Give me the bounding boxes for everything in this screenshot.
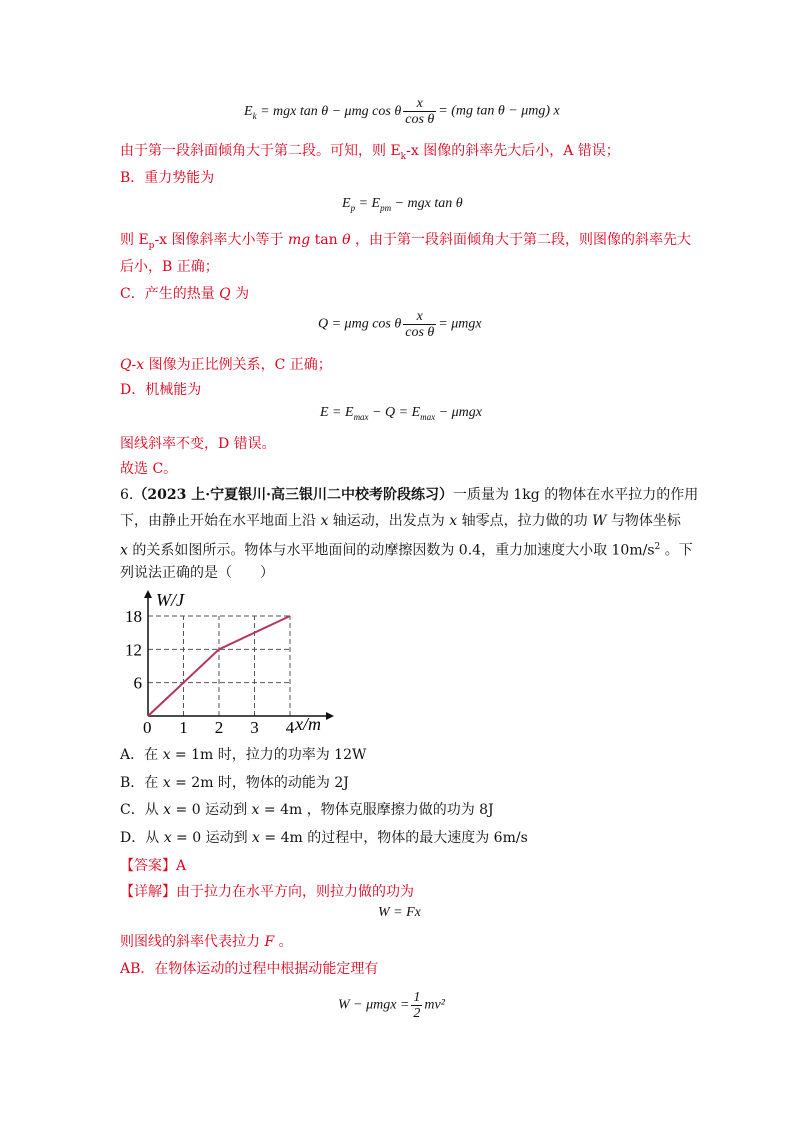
solution-line-d-title: D．机械能为 [120, 382, 202, 398]
solution-line-b-title: B．重力势能为 [120, 170, 215, 186]
x-tick-label-1: 1 [179, 718, 188, 737]
question-6-line-3: x 的关系如图所示。物体与水平地面间的动摩擦因数为 0.4，重力加速度大小取 $10m/s^2$ 。下 [120, 542, 693, 559]
y-axis-label: W/J [156, 590, 184, 610]
formula-ek-fraction [403, 96, 436, 127]
chart-grid [148, 616, 290, 716]
x-tick-label-4: 4 [285, 718, 295, 737]
formula-work-energy-theorem [338, 990, 445, 1021]
fraction-numerator: 1 [413, 990, 421, 1005]
formula-ke-fraction [411, 990, 422, 1021]
formula-kinetic-energy [244, 96, 560, 127]
question-6-line-1: 6.（2023 上·宁夏银川·高三银川二中校考阶段练习）一质量为 1kg 的物体在水平拉力的作用 [120, 487, 699, 503]
formula-q-fraction [403, 309, 436, 340]
answer-line: 【答案】A [120, 858, 187, 874]
option-a[interactable]: A．在 x = 1m 时，拉力的功率为 12W [120, 747, 367, 763]
solution-line-d: 图线斜率不变，D 错误。 [120, 436, 276, 452]
formula-potential-energy: $E_p = E_{pm}$ − mgx tan θ [342, 196, 463, 213]
fraction-numerator: x [403, 96, 436, 112]
solution-line-b-2: 后小，B 正确； [120, 259, 219, 275]
formula-work: W = Fx [378, 905, 421, 920]
formula-ek-tail: = (mg tan θ − μmg) x [438, 103, 560, 119]
solution-line-c: Q-x 图像为正比例关系，C 正确； [120, 357, 332, 373]
y-tick-label-1: 12 [125, 640, 142, 660]
y-axis-arrow [144, 590, 152, 598]
option-d[interactable]: D．从 x = 0 运动到 x = 4m 的过程中，物体的最大速度为 6m/s [120, 830, 528, 846]
formula-mechanical-energy: $E = E_{max} - Q = E_{max} - \mu mgx$ [320, 405, 482, 422]
question-6-line-2: 下，由静止开始在水平地面上沿 x 轴运动，出发点为 x 轴零点，拉力做的功 W 与物体坐标 [120, 513, 681, 529]
y-tick-label-0: 6 [133, 673, 142, 693]
fraction-denominator: cos θ [405, 112, 435, 127]
formula-ke-tail: mv² [424, 997, 445, 1013]
detail-line: 【详解】由于拉力在水平方向，则拉力做的功为 [120, 884, 414, 900]
formula-q-tail: = μmgx [438, 316, 482, 332]
option-c[interactable]: C．从 x = 0 运动到 x = 4m ，物体克服摩擦力做的功为 8J [120, 802, 494, 818]
slope-line: 则图线的斜率代表拉力 F 。 [120, 934, 293, 950]
origin-label: 0 [143, 718, 152, 737]
formula-ke-head: W − μmgx = [338, 997, 410, 1013]
x-axis-arrow [326, 712, 334, 720]
solution-line-c-title: C．产生的热量 Q 为 [120, 286, 250, 302]
y-tick-label-2: 18 [125, 607, 142, 626]
ab-line: AB．在物体运动的过程中根据动能定理有 [120, 961, 379, 977]
fraction-denominator: cos θ [405, 325, 435, 340]
solution-line-a: 由于第一段斜面倾角大于第二段。可知，则 $E_k-x$ 图像的斜率先大后小，A 错误； [120, 143, 620, 162]
option-b[interactable]: B．在 x = 2m 时，物体的动能为 2J [120, 775, 349, 791]
x-tick-label-2: 2 [214, 718, 224, 737]
x-tick-label-3: 3 [250, 718, 259, 737]
question-6-line-4: 列说法正确的是（ ） [120, 565, 274, 581]
formula-heat [318, 309, 482, 340]
fraction-numerator: x [403, 309, 436, 325]
fraction-denominator: 2 [413, 1006, 421, 1021]
formula-ek-head: $E_k$ = mgx tan θ − μmg cos θ [244, 103, 402, 121]
solution-line-b-1: 则 $E_p-x$ 图像斜率大小等于 mg tan θ ，由于第一段斜面倾角大于第二段，则图像的斜率先大 [120, 232, 691, 251]
work-displacement-chart [125, 588, 350, 737]
formula-q-head: Q = μmg cos θ [318, 316, 402, 332]
solution-conclusion: 故选 C。 [120, 461, 178, 477]
x-axis-label: x/m [295, 714, 321, 734]
